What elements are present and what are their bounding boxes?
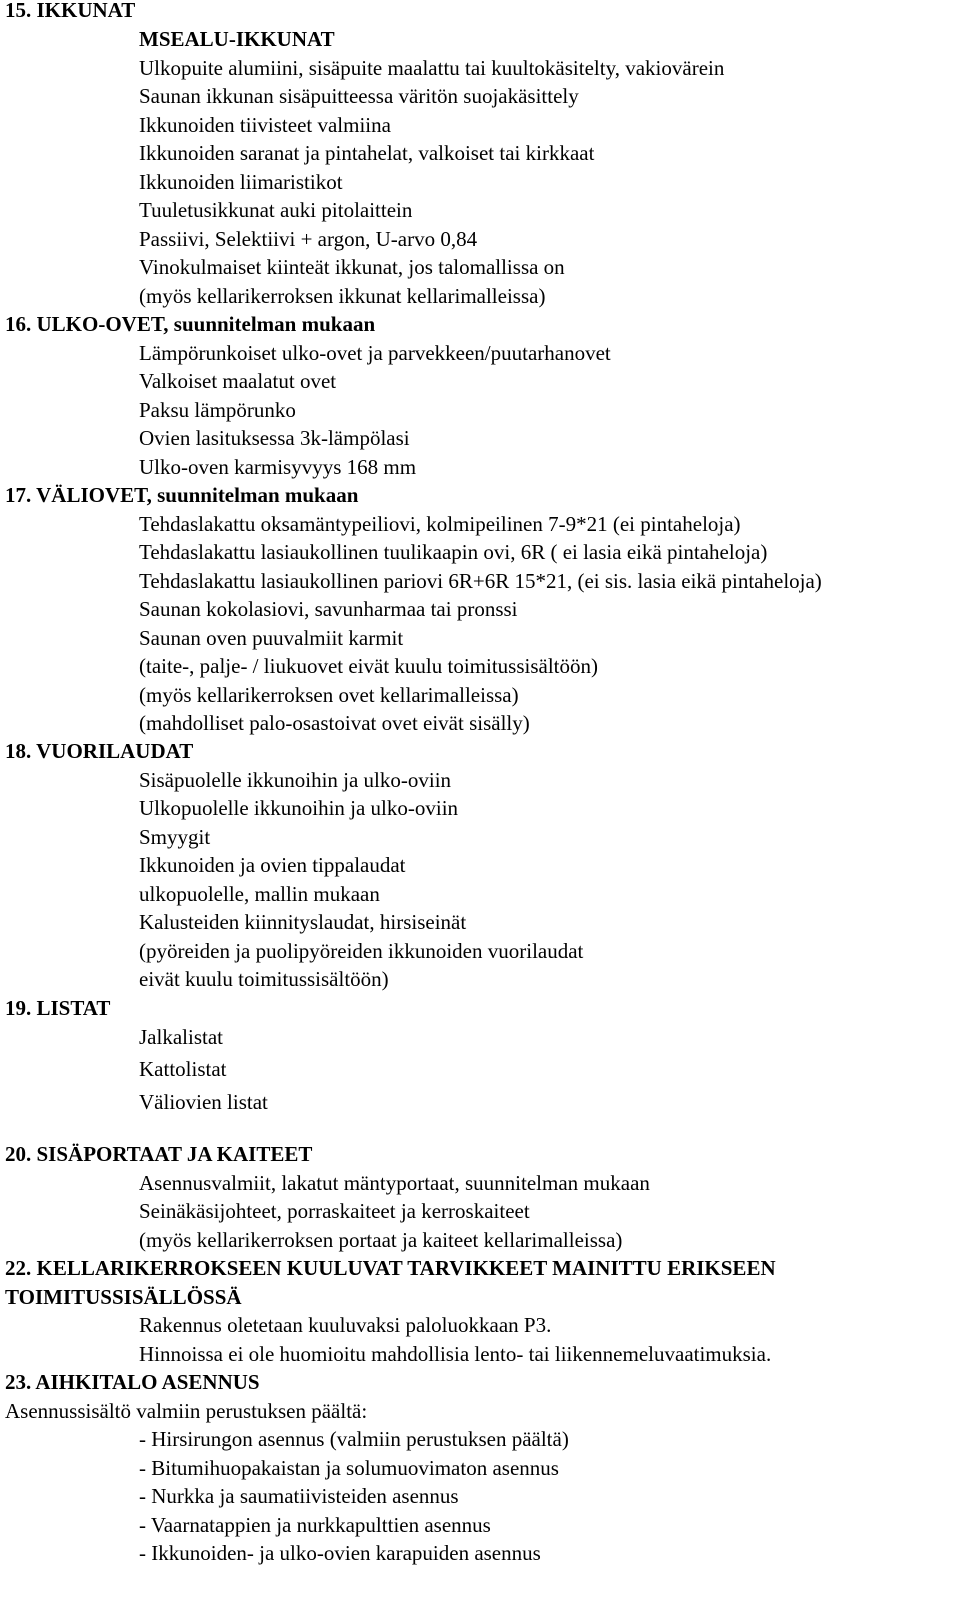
list-item: - Ikkunoiden- ja ulko-ovien karapuiden asennus xyxy=(139,1541,541,1565)
section-15-heading: 15. IKKUNAT xyxy=(5,0,136,22)
list-item: Rakennus oletetaan kuuluvaksi paloluokkaan P3. xyxy=(139,1313,552,1337)
heading-rest: , suunnitelman mukaan xyxy=(146,483,359,507)
list-item: - Bitumihuopakaistan ja solumuovimaton asennus xyxy=(139,1456,559,1480)
list-item: Ikkunoiden liimaristikot xyxy=(139,170,343,194)
list-item: Smyygit xyxy=(139,825,211,849)
list-item: Saunan ikkunan sisäpuitteessa väritön suojakäsittely xyxy=(139,84,579,108)
list-item: Asennusvalmiit, lakatut mäntyportaat, suunnitelman mukaan xyxy=(139,1171,650,1195)
list-item: (pyöreiden ja puolipyöreiden ikkunoiden vuorilaudat xyxy=(139,939,584,963)
list-item: - Nurkka ja saumatiivisteiden asennus xyxy=(139,1484,459,1508)
section-23-intro: Asennussisältö valmiin perustuksen päältä: xyxy=(5,1399,368,1423)
list-item: Seinäkäsijohteet, porraskaiteet ja kerroskaiteet xyxy=(139,1199,530,1223)
list-item: Sisäpuolelle ikkunoihin ja ulko-oviin xyxy=(139,768,452,792)
list-item: Vinokulmaiset kiinteät ikkunat, jos talomallissa on xyxy=(139,255,565,279)
section-23-heading: 23. AIHKITALO ASENNUS xyxy=(5,1370,260,1394)
section-17-heading xyxy=(5,481,358,509)
list-item: Passiivi, Selektiivi + argon, U-arvo 0,84 xyxy=(139,227,478,251)
list-item: - Vaarnatappien ja nurkkapulttien asennus xyxy=(139,1513,491,1537)
list-item: Ulkopuite alumiini, sisäpuite maalattu tai kuultokäsitelty, vakiovärein xyxy=(139,56,725,80)
heading-number: 16. ULKO-OVET xyxy=(5,312,164,336)
list-item: - Hirsirungon asennus (valmiin perustuksen päältä) xyxy=(139,1427,569,1451)
section-18-heading: 18. VUORILAUDAT xyxy=(5,739,194,763)
list-item: Ikkunoiden saranat ja pintahelat, valkoiset tai kirkkaat xyxy=(139,141,595,165)
list-item: Ikkunoiden ja ovien tippalaudat xyxy=(139,853,406,877)
list-item: (myös kellarikerroksen portaat ja kaiteet kellarimalleissa) xyxy=(139,1228,623,1252)
section-22-heading: 22. KELLARIKERROKSEEN KUULUVAT TARVIKKEET MAINITTU ERIKSEEN xyxy=(5,1256,776,1280)
list-item: ulkopuolelle, mallin mukaan xyxy=(139,882,380,906)
list-item: Tehdaslakattu lasiaukollinen tuulikaapin ovi, 6R ( ei lasia eikä pintaheloja) xyxy=(139,540,768,564)
section-20-heading: 20. SISÄPORTAAT JA KAITEET xyxy=(5,1142,313,1166)
list-item: Ulkopuolelle ikkunoihin ja ulko-oviin xyxy=(139,796,459,820)
list-item: (taite-, palje- / liukuovet eivät kuulu toimitussisältöön) xyxy=(139,654,598,678)
list-item: Saunan kokolasiovi, savunharmaa tai pronssi xyxy=(139,597,518,621)
list-item: Väliovien listat xyxy=(139,1090,268,1114)
list-item: Tehdaslakattu lasiaukollinen pariovi 6R+6R 15*21, (ei sis. lasia eikä pintaheloja) xyxy=(139,569,822,593)
section-16-heading xyxy=(5,310,375,338)
list-item: Paksu lämpörunko xyxy=(139,398,296,422)
list-item: (mahdolliset palo-osastoivat ovet eivät sisälly) xyxy=(139,711,530,735)
heading-number: 17. VÄLIOVET xyxy=(5,483,147,507)
heading-rest: , suunnitelman mukaan xyxy=(163,312,376,336)
list-item: Saunan oven puuvalmiit karmit xyxy=(139,626,404,650)
list-item: Tuuletusikkunat auki pitolaittein xyxy=(139,198,413,222)
list-item: Jalkalistat xyxy=(139,1025,223,1049)
list-item: Tehdaslakattu oksamäntypeiliovi, kolmipeilinen 7-9*21 (ei pintaheloja) xyxy=(139,512,741,536)
list-item: Ulko-oven karmisyvyys 168 mm xyxy=(139,455,417,479)
list-item: Lämpörunkoiset ulko-ovet ja parvekkeen/puutarhanovet xyxy=(139,341,611,365)
section-22-heading-cont: TOIMITUSSISÄLLÖSSÄ xyxy=(5,1285,242,1309)
list-item: Hinnoissa ei ole huomioitu mahdollisia lento- tai liikennemeluvaatimuksia. xyxy=(139,1342,772,1366)
section-19-heading: 19. LISTAT xyxy=(5,996,111,1020)
section-15-subheading: MSEALU-IKKUNAT xyxy=(139,27,335,51)
list-item: eivät kuulu toimitussisältöön) xyxy=(139,967,389,991)
list-item: Ovien lasituksessa 3k-lämpölasi xyxy=(139,426,410,450)
list-item: Kalusteiden kiinnityslaudat, hirsiseinät xyxy=(139,910,467,934)
list-item: Ikkunoiden tiivisteet valmiina xyxy=(139,113,391,137)
list-item: Valkoiset maalatut ovet xyxy=(139,369,337,393)
list-item: Kattolistat xyxy=(139,1057,227,1081)
list-item: (myös kellarikerroksen ovet kellarimalleissa) xyxy=(139,683,519,707)
list-item: (myös kellarikerroksen ikkunat kellarimalleissa) xyxy=(139,284,546,308)
